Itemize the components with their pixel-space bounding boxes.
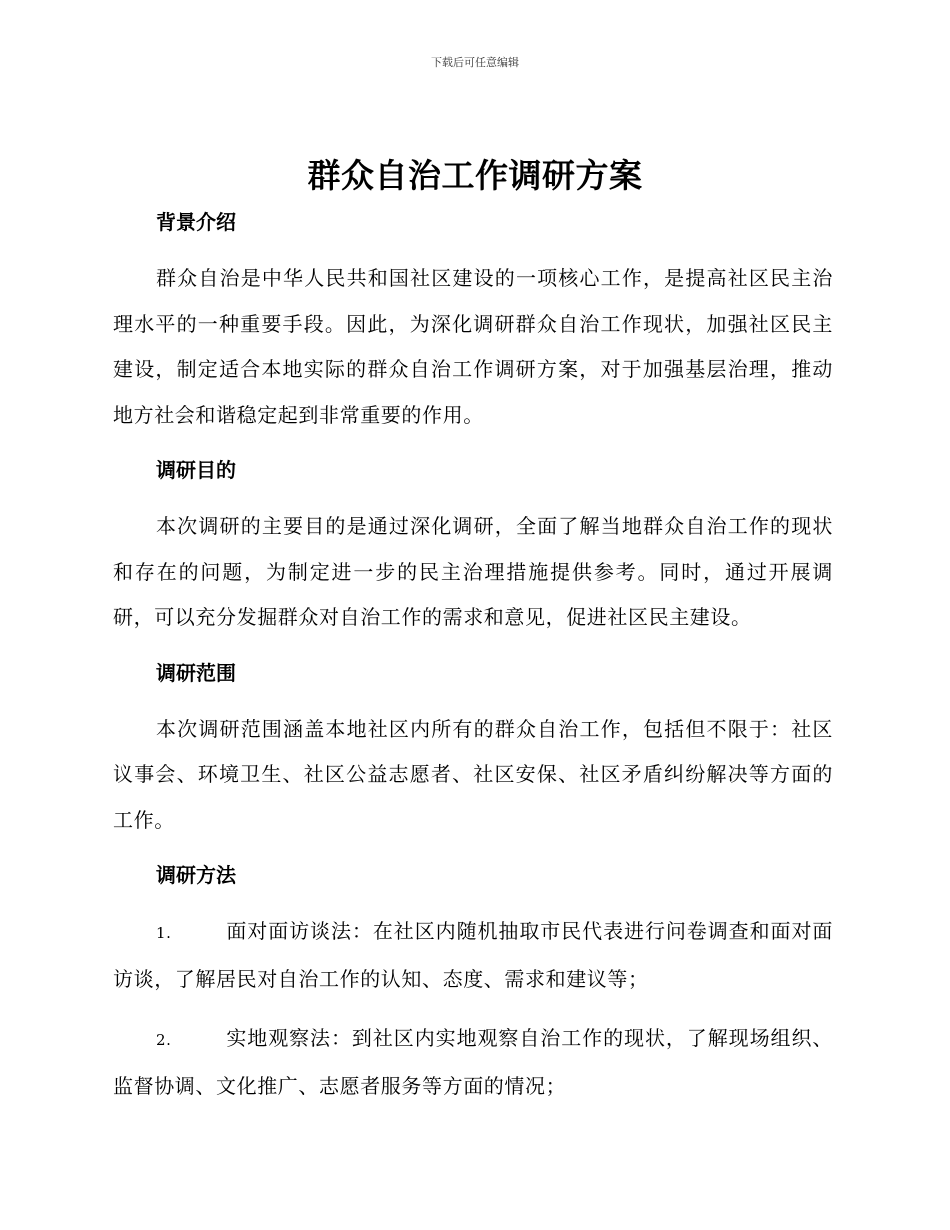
list-item-text: 面对面访谈法：在社区内随机抽取市民代表进行问卷调查和面对面访谈，了解居民对自治工作的认知、态度、需求和建议等； — [113, 919, 833, 991]
section-heading-purpose: 调研目的 — [156, 458, 236, 482]
list-item — [113, 1016, 833, 1109]
list-item-number: 2. — [156, 1031, 172, 1049]
section-paragraph-purpose: 本次调研的主要目的是通过深化调研，全面了解当地群众自治工作的现状和存在的问题，为制定进一步的民主治理措施提供参考。同时，通过开展调研，可以充分发掘群众对自治工作的需求和意见，促进社区民主建设。 — [113, 514, 833, 629]
list-item-number: 1. — [156, 924, 172, 942]
section-heading-methods: 调研方法 — [156, 863, 236, 887]
list-item-text: 实地观察法：到社区内实地观察自治工作的现状，了解现场组织、监督协调、文化推广、志愿者服务等方面的情况； — [113, 1026, 833, 1098]
section-paragraph-scope: 本次调研范围涵盖本地社区内所有的群众自治工作，包括但不限于：社区议事会、环境卫生、社区公益志愿者、社区安保、社区矛盾纠纷解决等方面的工作。 — [113, 716, 833, 832]
section-paragraph-background: 群众自治是中华人民共和国社区建设的一项核心工作，是提高社区民主治理水平的一种重要手段。因此，为深化调研群众自治工作现状，加强社区民主建设，制定适合本地实际的群众自治工作调研方案，对于加强基层治理，推动地方社会和谐稳定起到非常重要的作用。 — [113, 266, 833, 427]
section-heading-scope: 调研范围 — [156, 660, 236, 685]
section-heading-background: 背景介绍 — [156, 210, 236, 234]
document-body — [113, 202, 833, 1109]
document-title: 群众自治工作调研方案 — [307, 156, 643, 195]
header-note: 下载后可任意编辑 — [431, 56, 519, 69]
list-item — [113, 909, 833, 1002]
